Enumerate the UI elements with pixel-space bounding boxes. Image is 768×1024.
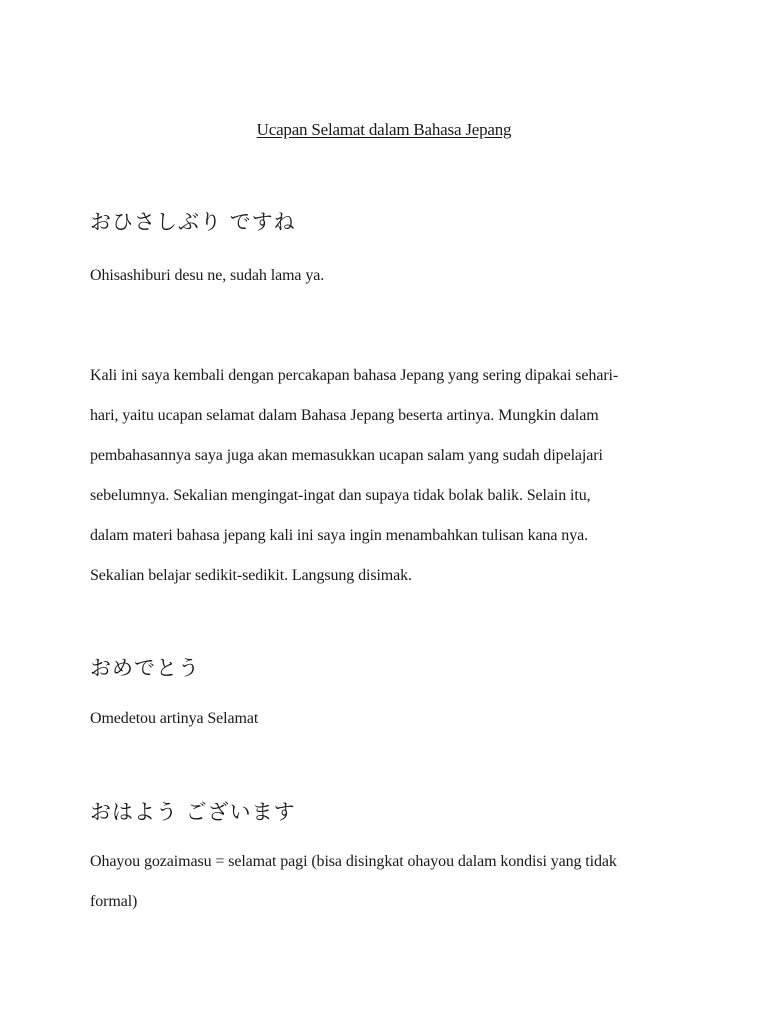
heading-ohayou: おはよう ございます — [90, 800, 296, 824]
paragraph-ohisashiburi — [90, 256, 690, 296]
paragraph-line: Kali ini saya kembali dengan percakapan bahasa Jepang yang sering dipakai sehari- — [90, 367, 619, 384]
paragraph-line: hari, yaitu ucapan selamat dalam Bahasa Jepang beserta artinya. Mungkin dalam — [90, 407, 599, 424]
paragraph-line: dalam materi bahasa jepang kali ini saya ingin menambahkan tulisan kana nya. — [90, 527, 589, 544]
paragraph-line: Ohisashiburi desu ne, sudah lama ya. — [90, 267, 325, 284]
paragraph-line: Sekalian belajar sedikit-sedikit. Langsung disimak. — [90, 567, 412, 584]
document-title: Ucapan Selamat dalam Bahasa Jepang — [256, 120, 512, 139]
heading-omedetou: おめでとう — [90, 656, 200, 680]
paragraph-line: pembahasannya saya juga akan memasukkan ucapan salam yang sudah dipelajari — [90, 447, 603, 464]
heading-ohisashiburi: おひさしぶり ですね — [90, 210, 296, 234]
paragraph-line: Omedetou artinya Selamat — [90, 710, 259, 727]
paragraph-line: Ohayou gozaimasu = selamat pagi (bisa disingkat ohayou dalam kondisi yang tidak — [90, 853, 617, 870]
paragraph-intro — [90, 356, 690, 596]
paragraph-omedetou — [90, 699, 690, 739]
paragraph-line: sebelumnya. Sekalian mengingat-ingat dan supaya tidak bolak balik. Selain itu, — [90, 487, 591, 504]
paragraph-line: formal) — [90, 893, 138, 910]
paragraph-ohayou — [90, 842, 690, 922]
